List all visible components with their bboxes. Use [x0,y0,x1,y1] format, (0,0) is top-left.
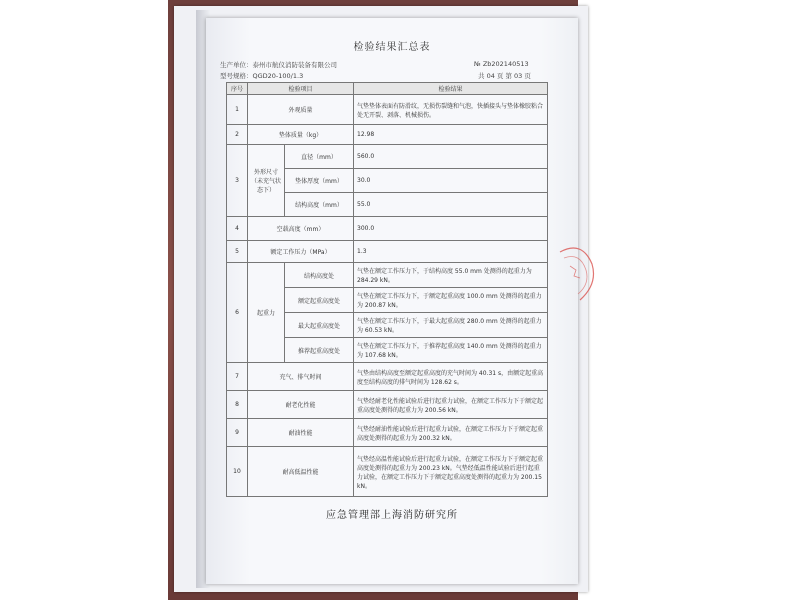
row-item: 充气、排气时间 [248,363,354,391]
row-no: 4 [227,217,248,241]
header-item: 检验项目 [248,83,354,95]
row-result: 55.0 [354,193,548,217]
sub-item: 垫体厚度（mm） [285,169,354,193]
table-row [227,145,548,169]
table-header-row [227,83,548,95]
document-title: 检验结果汇总表 [353,42,431,53]
row-item: 起重力 [248,263,285,363]
row-result: 560.0 [354,145,548,169]
row-item: 外观质量 [248,95,354,125]
table-row [227,241,548,263]
table-row [227,217,548,241]
row-result: 气垫在额定工作压力下，于额定起重高度 100.0 mm 处测得的起重力为 200.87 kN。 [354,288,548,313]
row-result: 12.98 [354,125,548,145]
producer-line: 生产单位：泰州市航仪消防装备有限公司 [220,61,337,69]
row-no: 2 [227,125,248,145]
results-table [226,82,548,497]
sub-item: 额定起重高度处 [285,288,354,313]
table-row [227,263,548,288]
row-item: 额定工作压力（MPa） [248,241,354,263]
row-result: 300.0 [354,217,548,241]
sub-item: 推荐起重高度处 [285,338,354,363]
table-row [227,391,548,419]
issuing-organization: 应急管理部上海消防研究所 [326,510,458,521]
table-row [227,419,548,447]
row-no: 7 [227,363,248,391]
row-item: 耐老化性能 [248,391,354,419]
row-result: 气垫经高温性能试验后进行起重力试验，在额定工作压力下于额定起重高度处测得的起重力为 200.23 kN。气垫经低温性能试验后进行起重力试验，在额定工作压力下于额定起重高度处测得的起重力为 200.15 kN。 [354,447,548,497]
row-item: 空载高度（mm） [248,217,354,241]
document-page [206,18,578,584]
row-result: 气垫经耐油性能试验后进行起重力试验，在额定工作压力下于额定起重高度处测得的起重力为 200.32 kN。 [354,419,548,447]
sub-item: 结构高度（mm） [285,193,354,217]
red-seal-stamp [552,244,596,304]
report-number: № Zb202140513 [474,60,529,68]
table-row [227,363,548,391]
table-row [227,95,548,125]
row-result: 30.0 [354,169,548,193]
row-no: 1 [227,95,248,125]
row-no: 5 [227,241,248,263]
table-row [227,125,548,145]
background-right [578,0,800,600]
header-no: 序号 [227,83,248,95]
row-no: 3 [227,145,248,217]
row-result: 气垫在额定工作压力下，于结构高度 55.0 mm 处测得的起重力为 284.29 kN。 [354,263,548,288]
row-item: 耐油性能 [248,419,354,447]
row-no: 9 [227,419,248,447]
row-no: 6 [227,263,248,363]
header-result: 检验结果 [354,83,548,95]
row-item: 外形尺寸（未充气状态下） [248,145,285,217]
row-result: 气垫在额定工作压力下，于推荐起重高度 140.0 mm 处测得的起重力为 107.68 kN。 [354,338,548,363]
row-item: 耐高低温性能 [248,447,354,497]
sub-item: 最大起重高度处 [285,313,354,338]
row-item: 垫体质量（kg） [248,125,354,145]
model-line: 型号规格：QGD20-100/1.3 [220,72,304,80]
page-info: 共 04 页 第 03 页 [478,72,531,80]
table-row [227,447,548,497]
row-no: 10 [227,447,248,497]
row-result: 气垫在额定工作压力下，于最大起重高度 280.0 mm 处测得的起重力为 60.53 kN。 [354,313,548,338]
row-no: 8 [227,391,248,419]
row-result: 气垫垫体表面有防滑纹，无损伤裂缝和气泡，快插接头与垫体橡胶粘合处无开裂、剥落、机械损伤。 [354,95,548,125]
row-result: 气垫由结构高度至额定起重高度的充气时间为 40.31 s，由额定起重高度至结构高度的排气时间为 128.62 s。 [354,363,548,391]
row-result: 气垫经耐老化性能试验后进行起重力试验，在额定工作压力下于额定起重高度处测得的起重力为 200.56 kN。 [354,391,548,419]
sub-item: 结构高度处 [285,263,354,288]
row-result: 1.3 [354,241,548,263]
sub-item: 直径（mm） [285,145,354,169]
